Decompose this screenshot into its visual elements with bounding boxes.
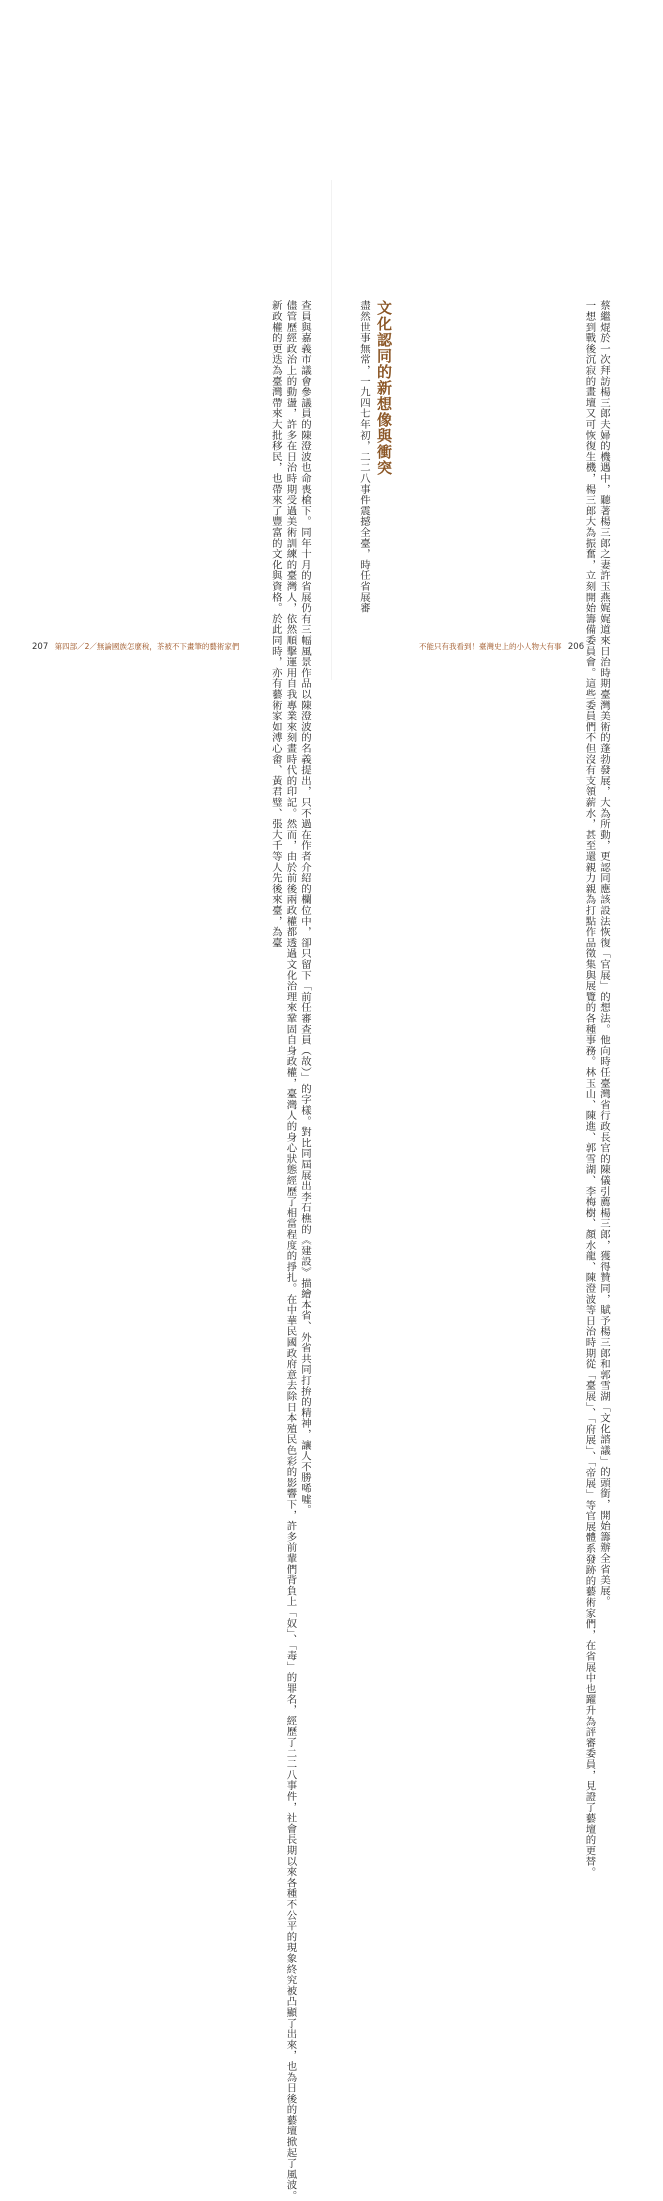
- right-folio: [415, 641, 584, 652]
- section-intro: [331, 300, 371, 620]
- section-intro-text: 盡然世事無常，一九四七年初，二二八事件震撼全臺，時任省展審: [358, 300, 370, 614]
- right-page: [331, 0, 662, 1878]
- paragraph: 新政權的更迭為臺灣帶來大批移民，也帶來了豐富的文化與資格。於此同時，亦有藝術家如溥心畬、黃君璧、張大千等人先後來臺，為臺: [269, 300, 282, 948]
- running-head: 不能只有我看到！臺灣史上的小人物大有事: [419, 642, 562, 651]
- page-number: 207: [32, 642, 49, 652]
- running-head: 第四部／2／無論國族怎麼稅，茶被不下畫筆的藝術家們: [54, 642, 240, 651]
- page-number: 206: [567, 642, 585, 652]
- paragraph: 儘管歷經政治上的動盪，許多在日治時期受過美術訓練的臺灣人，依然順擊運用自我專業來刻畫時代的印記。然而，由於前後兩政權都透過文化治理來鞏固自身政權，臺灣人的身心狀態經歷了相當程度的掙扎。在中華民國政府意去除日本殖民色彩的影響下，許多前輩們背負上「奴」、「毒」的罪名，經歷了二二八事件，社會長期以來各種不公平的現象終究被凸顯了出來，也為日後的藝壇掀起了風波。: [284, 300, 297, 2201]
- left-page: [0, 0, 331, 2201]
- paragraph: 蔡繼焜於一次拜訪楊三郎夫婦的機遇中，聽著楊三郎之妻許玉燕娓娓道來日治時期臺灣美術的蓬勃發展，大為所動，更認同應該設法恢復「官展」的想法。他向時任臺灣省行政長官的陳儀引薦楊三郎，獲得贊同，賦予楊三郎和郭雪湖「文化諮議」的頭銜，開始籌辦全省美展。: [598, 300, 610, 1607]
- left-folio: [32, 641, 243, 652]
- paragraph: 查員與嘉義市議會參議員的陳澄波也命喪槍下。同年十月的省展仍有三幅風景作品以陳澄波的名義提出，只不過在作者介紹的欄位中，卻只留下「前任審查員（故）」的字樣。對比同屆展出李石樵的《建設》描繪本省、外省共同打拚的精神，讓人不勝唏噓。: [299, 300, 311, 1516]
- section-title: 文化認同的新想像與衝突: [375, 300, 393, 476]
- paragraph: 一想到戰後沉寂的畫壇又可恢復生機，楊三郎大為振奮，立刻開始籌備委員會。這些委員們不但沒有支領薪水，甚至還親力親為打點作品徵集與展覽的各種事務。林玉山、陳進、郭雪湖、李梅樹、顏水龍、陳澄波等日治時期從「臺展」、「府展」、「帝展」等官展體系發跡的藝術家們，在省展中也躍升為評審委員，見證了藝壇的更替。: [583, 300, 596, 1878]
